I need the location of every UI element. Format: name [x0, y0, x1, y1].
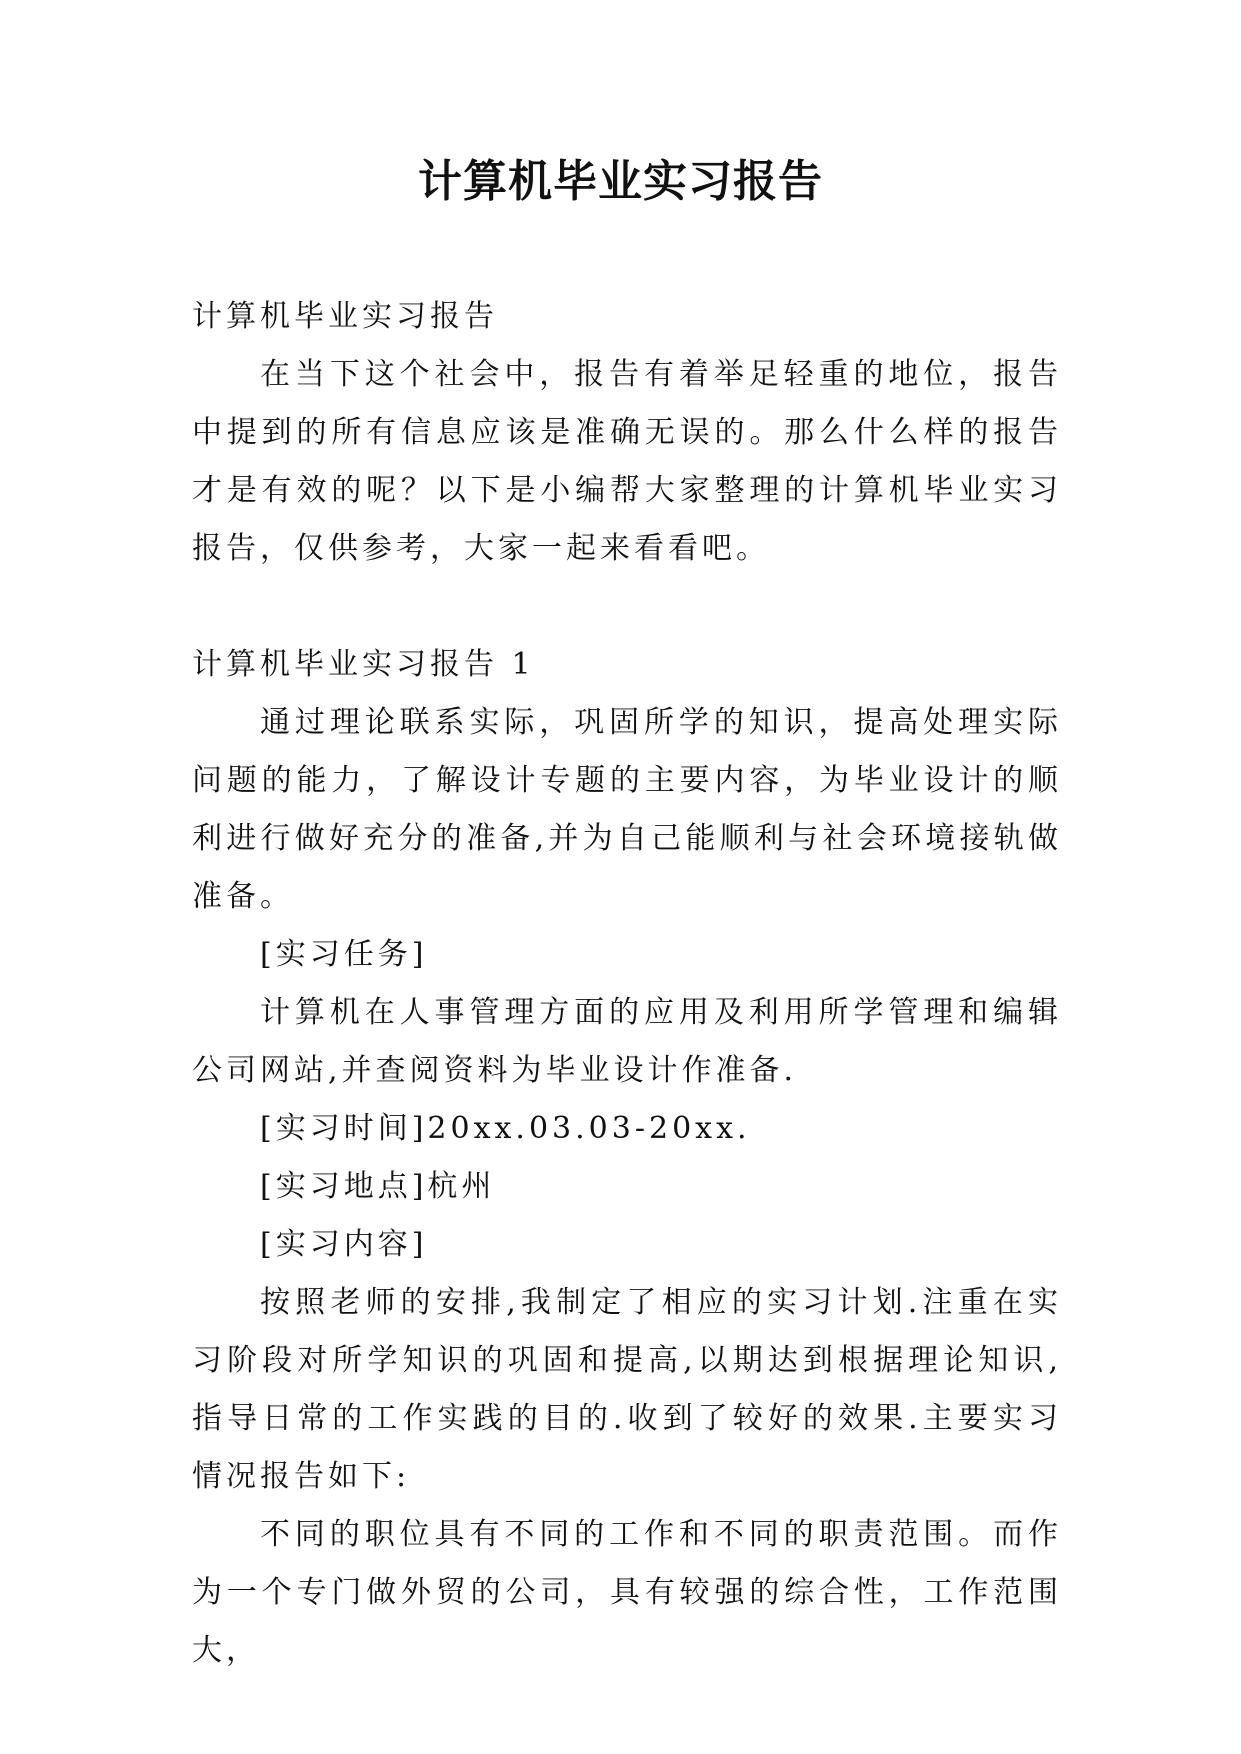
purpose-paragraph: 通过理论联系实际，巩固所学的知识，提高处理实际问题的能力，了解设计专题的主要内容，为毕业设计的顺利进行做好充分的准备,并为自己能顺利与社会环境接轨做准备。	[192, 705, 1062, 914]
content-label: [实习内容]	[260, 1227, 428, 1262]
document-title: 计算机毕业实习报告	[418, 156, 823, 207]
task-label: [实习任务]	[260, 937, 428, 972]
intro-heading: 计算机毕业实习报告	[192, 299, 498, 334]
section-heading: 计算机毕业实习报告 1	[192, 647, 535, 682]
place-line: [实习地点]杭州	[260, 1169, 496, 1204]
content-paragraph-1: 按照老师的安排,我制定了相应的实习计划.注重在实习阶段对所学知识的巩固和提高,以期达到根据理论知识,指导日常的工作实践的目的.收到了较好的效果.主要实习情况报告如下:	[192, 1285, 1062, 1494]
intro-paragraph: 在当下这个社会中，报告有着举足轻重的地位，报告中提到的所有信息应该是准确无误的。那么什么样的报告才是有效的呢？以下是小编帮大家整理的计算机毕业实习报告，仅供参考，大家一起来看看吧。	[192, 357, 1062, 566]
section-spacer	[192, 578, 1062, 636]
time-line: [实习时间]20xx.03.03-20xx.	[260, 1111, 751, 1146]
content-paragraph-2: 不同的职位具有不同的工作和不同的职责范围。而作为一个专门做外贸的公司，具有较强的综合性，工作范围大，	[192, 1517, 1062, 1668]
task-paragraph: 计算机在人事管理方面的应用及利用所学管理和编辑公司网站,并查阅资料为毕业设计作准备.	[192, 995, 1062, 1088]
document-body	[192, 288, 1062, 1680]
